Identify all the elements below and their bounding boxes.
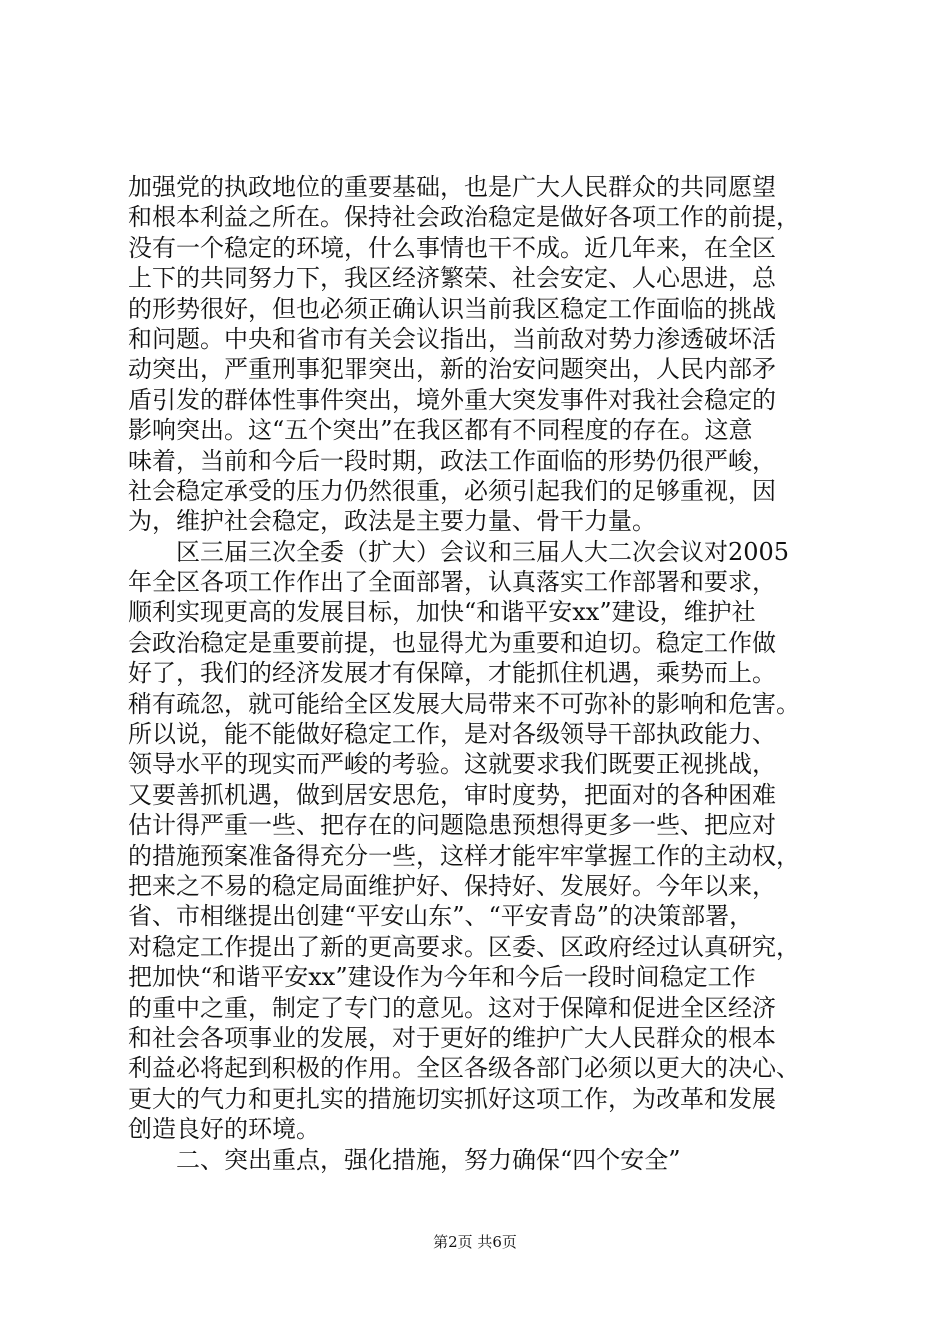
text-line: 和问题。中央和省市有关会议指出，当前敌对势力渗透破坏活: [128, 324, 776, 353]
text-line: 的形势很好，但也必须正确认识当前我区稳定工作面临的挑战: [128, 294, 776, 323]
text-line: 和根本利益之所在。保持社会政治稳定是做好各项工作的前提，: [128, 203, 800, 232]
text-line: 领导水平的现实而严峻的考验。这就要求我们既要正视挑战，: [128, 750, 776, 779]
text-line: 盾引发的群体性事件突出，境外重大突发事件对我社会稳定的: [128, 385, 776, 414]
text-line: 上下的共同努力下，我区经济繁荣、社会安定、人心思进，总: [128, 264, 776, 293]
text-line: 对稳定工作提出了新的更高要求。区委、区政府经过认真研究，: [128, 932, 800, 961]
text-line: 味着，当前和今后一段时期，政法工作面临的形势仍很严峻，: [128, 446, 776, 475]
text-line: 为，维护社会稳定，政法是主要力量、骨干力量。: [128, 507, 656, 536]
text-line: 年全区各项工作作出了全面部署，认真落实工作部署和要求，: [128, 568, 776, 597]
text-line: 把加快“和谐平安xx”建设作为今年和今后一段时间稳定工作: [128, 963, 756, 992]
text-line: 又要善抓机遇，做到居安思危，审时度势，把面对的各种困难: [128, 780, 776, 809]
text-line: 顺利实现更高的发展目标，加快“和谐平安xx”建设，维护社: [128, 598, 756, 627]
text-line: 影响突出。这“五个突出”在我区都有不同程度的存在。这意: [128, 416, 753, 445]
text-line: 动突出，严重刑事犯罪突出，新的治安问题突出，人民内部矛: [128, 355, 776, 384]
text-line: 好了，我们的经济发展才有保障，才能抓住机遇，乘势而上。: [128, 659, 776, 688]
text-line: 利益必将起到积极的作用。全区各级各部门必须以更大的决心、: [128, 1054, 800, 1083]
text-line: 省、市相继提出创建“平安山东”、“平安青岛”的决策部署，: [128, 902, 754, 931]
text-line: 的措施预案准备得充分一些，这样才能牢牢掌握工作的主动权，: [128, 841, 800, 870]
text-line: 加强党的执政地位的重要基础，也是广大人民群众的共同愿望: [128, 173, 776, 201]
text-line: 稍有疏忽，就可能给全区发展大局带来不可弥补的影响和危害。: [128, 689, 800, 718]
page-footer: 第2页 共6页: [433, 1233, 517, 1251]
text-line: 会政治稳定是重要前提，也显得尤为重要和迫切。稳定工作做: [128, 628, 776, 657]
text-line: 所以说，能不能做好稳定工作，是对各级领导干部执政能力、: [128, 720, 776, 749]
text-line: 更大的气力和更扎实的措施切实抓好这项工作，为改革和发展: [128, 1084, 776, 1113]
body-text: [128, 172, 828, 1175]
text-line: 和社会各项事业的发展，对于更好的维护广大人民群众的根本: [128, 1023, 776, 1052]
text-line: 二、突出重点，强化措施，努力确保“四个安全”: [128, 1145, 681, 1174]
text-line: 把来之不易的稳定局面维护好、保持好、发展好。今年以来，: [128, 871, 776, 900]
text-line: 创造良好的环境。: [128, 1115, 320, 1144]
text-line: 没有一个稳定的环境，什么事情也干不成。近几年来，在全区: [128, 233, 776, 262]
text-line: 估计得严重一些、把存在的问题隐患预想得更多一些、把应对: [128, 811, 776, 840]
text-line: 区三届三次全委（扩大）会议和三届人大二次会议对2005: [128, 537, 790, 566]
text-line: 的重中之重，制定了专门的意见。这对于保障和促进全区经济: [128, 993, 776, 1022]
text-line: 社会稳定承受的压力仍然很重，必须引起我们的足够重视，因: [128, 476, 776, 505]
